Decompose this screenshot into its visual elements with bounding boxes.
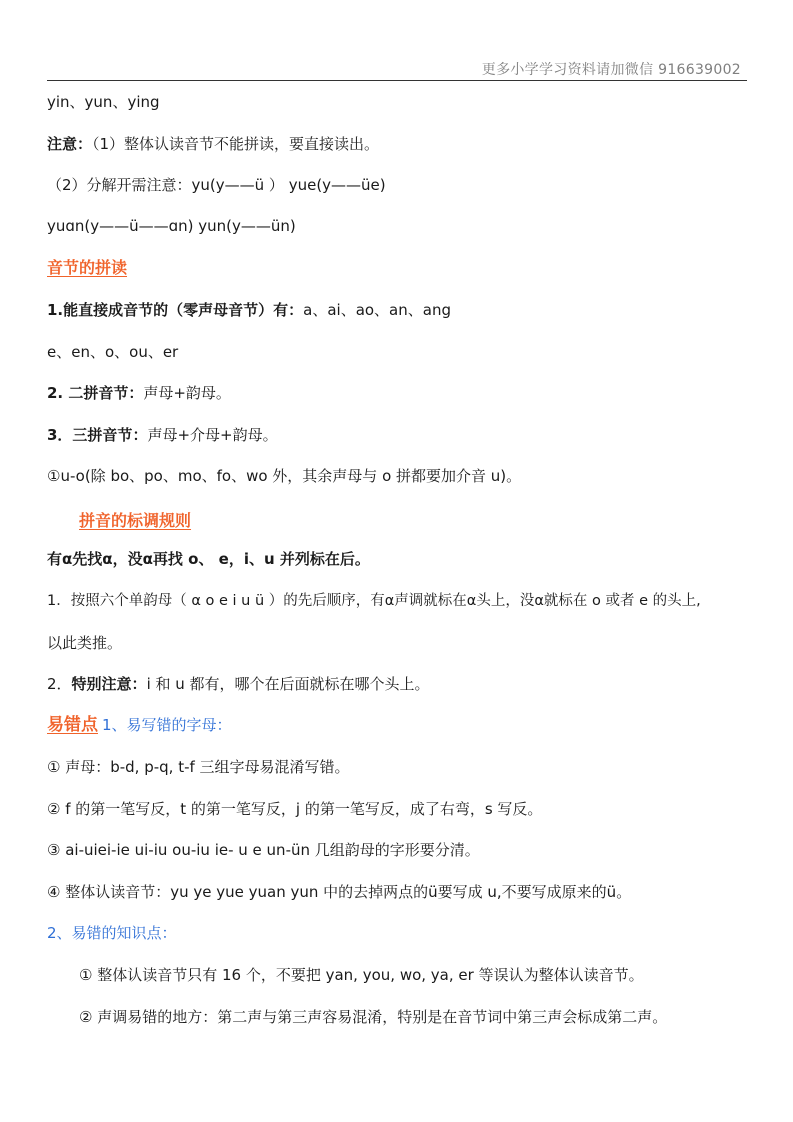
rule-line: 有α先找α，没α再找 o、 e，i、u 并列标在后。 [47, 550, 370, 568]
page-header [47, 56, 747, 81]
item-number: 2． [47, 675, 72, 693]
text-line [47, 674, 430, 694]
list-item: ③ ai-uiei-ie ui-iu ou-iu ie- u e un-ün 几组韵母的字形要分清。 [47, 841, 480, 859]
section-heading: 音节的拼读 [47, 258, 128, 277]
item-text: i 和 u 都有，哪个在后面就标在哪个头上。 [146, 675, 430, 693]
item-label: 2. 二拼音节： [47, 384, 144, 402]
text-line: e、en、o、ou、er [47, 343, 179, 361]
list-item: ① 整体认读音节只有 16 个，不要把 yan, you, wo, ya, er 等误认为整体认读音节。 [79, 966, 644, 984]
item-text: 声母+韵母。 [143, 384, 231, 402]
text-line [47, 425, 278, 445]
item-label: 3．三拼音节： [47, 426, 148, 444]
text-line [47, 383, 231, 403]
subheading: 1、易写错的字母： [102, 716, 232, 734]
header-text: 更多小学学习资料请加微信 916639002 [481, 62, 741, 78]
list-item: ① 声母：b-d, p-q, t-f 三组字母易混淆写错。 [47, 758, 350, 776]
note-line [47, 134, 379, 154]
section-heading: 拼音的标调规则 [79, 511, 192, 530]
text-line: yuɑn(y——ü——ɑn) yun(y——ün) [47, 217, 296, 235]
note-text: （1）整体认读音节不能拼读，要直接读出。 [92, 135, 380, 153]
note-label: 注意： [47, 135, 93, 153]
subheading: 2、易错的知识点： [47, 924, 177, 942]
list-item: ④ 整体认读音节：yu ye yue yuan yun 中的去掉两点的ü要写成 u,不要写成原来的ü。 [47, 883, 632, 901]
section-heading: 易错点 [47, 715, 98, 735]
item-text: 声母+介母+韵母。 [147, 426, 278, 444]
item-label: 特别注意： [71, 675, 147, 693]
text-line: 以此类推。 [47, 634, 123, 652]
text-line [47, 300, 451, 320]
list-item: ② 声调易错的地方：第二声与第三声容易混淆，特别是在音节词中第三声会标成第二声。 [79, 1008, 668, 1026]
text-line: ①u-o(除 bo、po、mo、fo、wo 外，其余声母与 o 拼都要加介音 u)。 [47, 467, 522, 485]
item-label: 1.能直接成音节的（零声母音节）有： [47, 301, 304, 319]
section-heading-row [47, 715, 232, 735]
list-item: ② f 的第一笔写反，t 的第一笔写反，j 的第一笔写反，成了右弯，s 写反。 [47, 800, 543, 818]
item-text: a、ai、ao、an、ang [303, 301, 451, 319]
text-line: 1．按照六个单韵母（ α o e i u ü ）的先后顺序，有α声调就标在α头上，没α就标在 o 或者 e 的头上, [47, 593, 701, 609]
text-line: （2）分解开需注意：yu(y——ü ） yue(y——üe) [47, 176, 386, 194]
text-line: yin、yun、ying [47, 93, 160, 111]
